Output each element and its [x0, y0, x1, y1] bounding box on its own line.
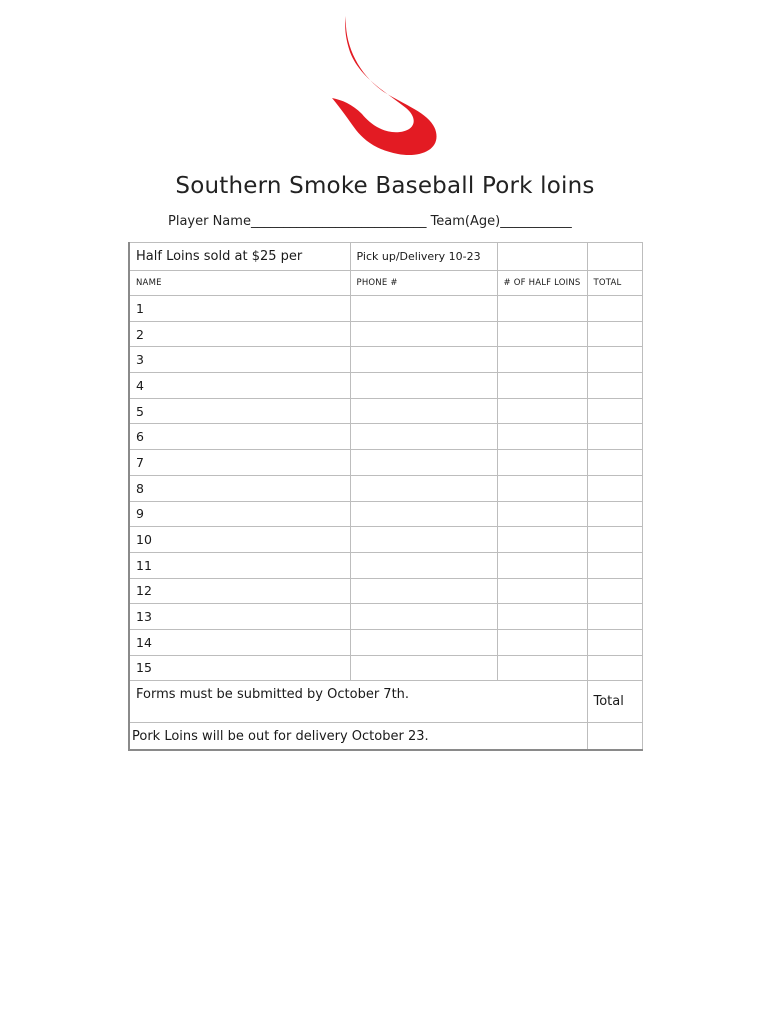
- flame-logo-shape: [332, 16, 437, 155]
- row-total-cell[interactable]: [587, 373, 642, 399]
- row-half-loins-cell[interactable]: [497, 527, 587, 553]
- table-row: [129, 424, 642, 450]
- row-phone-cell[interactable]: [350, 424, 497, 450]
- footer-deadline: Forms must be submitted by October 7th.: [129, 681, 587, 723]
- table-row: [129, 475, 642, 501]
- column-header-row: [129, 271, 642, 296]
- table-row: [129, 552, 642, 578]
- row-half-loins-cell[interactable]: [497, 296, 587, 322]
- row-phone-cell[interactable]: [350, 578, 497, 604]
- row-total-cell[interactable]: [587, 501, 642, 527]
- row-half-loins-cell[interactable]: [497, 424, 587, 450]
- row-phone-cell[interactable]: [350, 501, 497, 527]
- table-row: [129, 398, 642, 424]
- pickup-note: Pick up/Delivery 10-23: [350, 243, 497, 271]
- row-name-cell[interactable]: 9: [129, 501, 350, 527]
- column-header-phone: PHONE #: [350, 271, 497, 296]
- row-half-loins-cell[interactable]: [497, 450, 587, 476]
- row-phone-cell[interactable]: [350, 373, 497, 399]
- row-name-cell[interactable]: 1: [129, 296, 350, 322]
- table-row: [129, 450, 642, 476]
- row-total-cell[interactable]: [587, 347, 642, 373]
- row-total-cell[interactable]: [587, 424, 642, 450]
- row-total-cell[interactable]: [587, 552, 642, 578]
- price-note: Half Loins sold at $25 per: [129, 243, 350, 271]
- row-name-cell[interactable]: 12: [129, 578, 350, 604]
- column-header-name: NAME: [129, 271, 350, 296]
- table-row: [129, 296, 642, 322]
- footer-total-value-cell[interactable]: [587, 723, 642, 750]
- header-blank-cell: [497, 243, 587, 271]
- row-phone-cell[interactable]: [350, 552, 497, 578]
- row-name-cell[interactable]: 8: [129, 475, 350, 501]
- row-total-cell[interactable]: [587, 475, 642, 501]
- row-total-cell[interactable]: [587, 527, 642, 553]
- row-half-loins-cell[interactable]: [497, 629, 587, 655]
- table-row: [129, 321, 642, 347]
- footer-delivery-row: [129, 723, 642, 750]
- table-row: [129, 347, 642, 373]
- row-name-cell[interactable]: 5: [129, 398, 350, 424]
- row-total-cell[interactable]: [587, 604, 642, 630]
- row-phone-cell[interactable]: [350, 296, 497, 322]
- row-half-loins-cell[interactable]: [497, 373, 587, 399]
- row-phone-cell[interactable]: [350, 655, 497, 681]
- row-half-loins-cell[interactable]: [497, 398, 587, 424]
- table-row: [129, 501, 642, 527]
- row-phone-cell[interactable]: [350, 604, 497, 630]
- row-phone-cell[interactable]: [350, 347, 497, 373]
- row-total-cell[interactable]: [587, 296, 642, 322]
- row-half-loins-cell[interactable]: [497, 475, 587, 501]
- header-blank-cell: [587, 243, 642, 271]
- order-form-table: [128, 242, 643, 751]
- table-row: [129, 373, 642, 399]
- row-total-cell[interactable]: [587, 398, 642, 424]
- row-half-loins-cell[interactable]: [497, 347, 587, 373]
- row-half-loins-cell[interactable]: [497, 604, 587, 630]
- row-phone-cell[interactable]: [350, 321, 497, 347]
- row-half-loins-cell[interactable]: [497, 321, 587, 347]
- row-name-cell[interactable]: 11: [129, 552, 350, 578]
- footer-delivery: Pork Loins will be out for delivery October 23.: [129, 723, 587, 750]
- row-total-cell[interactable]: [587, 655, 642, 681]
- row-phone-cell[interactable]: [350, 398, 497, 424]
- row-name-cell[interactable]: 7: [129, 450, 350, 476]
- row-half-loins-cell[interactable]: [497, 501, 587, 527]
- row-total-cell[interactable]: [587, 629, 642, 655]
- row-name-cell[interactable]: 15: [129, 655, 350, 681]
- row-phone-cell[interactable]: [350, 450, 497, 476]
- flame-logo: [328, 14, 442, 160]
- table-row: [129, 655, 642, 681]
- table-row: [129, 604, 642, 630]
- row-name-cell[interactable]: 10: [129, 527, 350, 553]
- table-row: [129, 629, 642, 655]
- row-name-cell[interactable]: 3: [129, 347, 350, 373]
- row-total-cell[interactable]: [587, 450, 642, 476]
- row-total-cell[interactable]: [587, 321, 642, 347]
- column-header-total: TOTAL: [587, 271, 642, 296]
- row-name-cell[interactable]: 4: [129, 373, 350, 399]
- row-total-cell[interactable]: [587, 578, 642, 604]
- row-phone-cell[interactable]: [350, 629, 497, 655]
- player-team-line[interactable]: Player Name___________________________ Team(Age)___________: [168, 214, 572, 229]
- row-phone-cell[interactable]: [350, 527, 497, 553]
- page-title: Southern Smoke Baseball Pork loins: [175, 173, 595, 199]
- row-name-cell[interactable]: 2: [129, 321, 350, 347]
- row-half-loins-cell[interactable]: [497, 578, 587, 604]
- footer-total-label: Total: [587, 681, 642, 723]
- row-half-loins-cell[interactable]: [497, 655, 587, 681]
- row-name-cell[interactable]: 14: [129, 629, 350, 655]
- row-half-loins-cell[interactable]: [497, 552, 587, 578]
- row-phone-cell[interactable]: [350, 475, 497, 501]
- table-header-row: [129, 243, 642, 271]
- row-name-cell[interactable]: 6: [129, 424, 350, 450]
- table-row: [129, 578, 642, 604]
- column-header-half-loins: # OF HALF LOINS: [497, 271, 587, 296]
- table-row: [129, 527, 642, 553]
- row-name-cell[interactable]: 13: [129, 604, 350, 630]
- footer-deadline-row: [129, 681, 642, 723]
